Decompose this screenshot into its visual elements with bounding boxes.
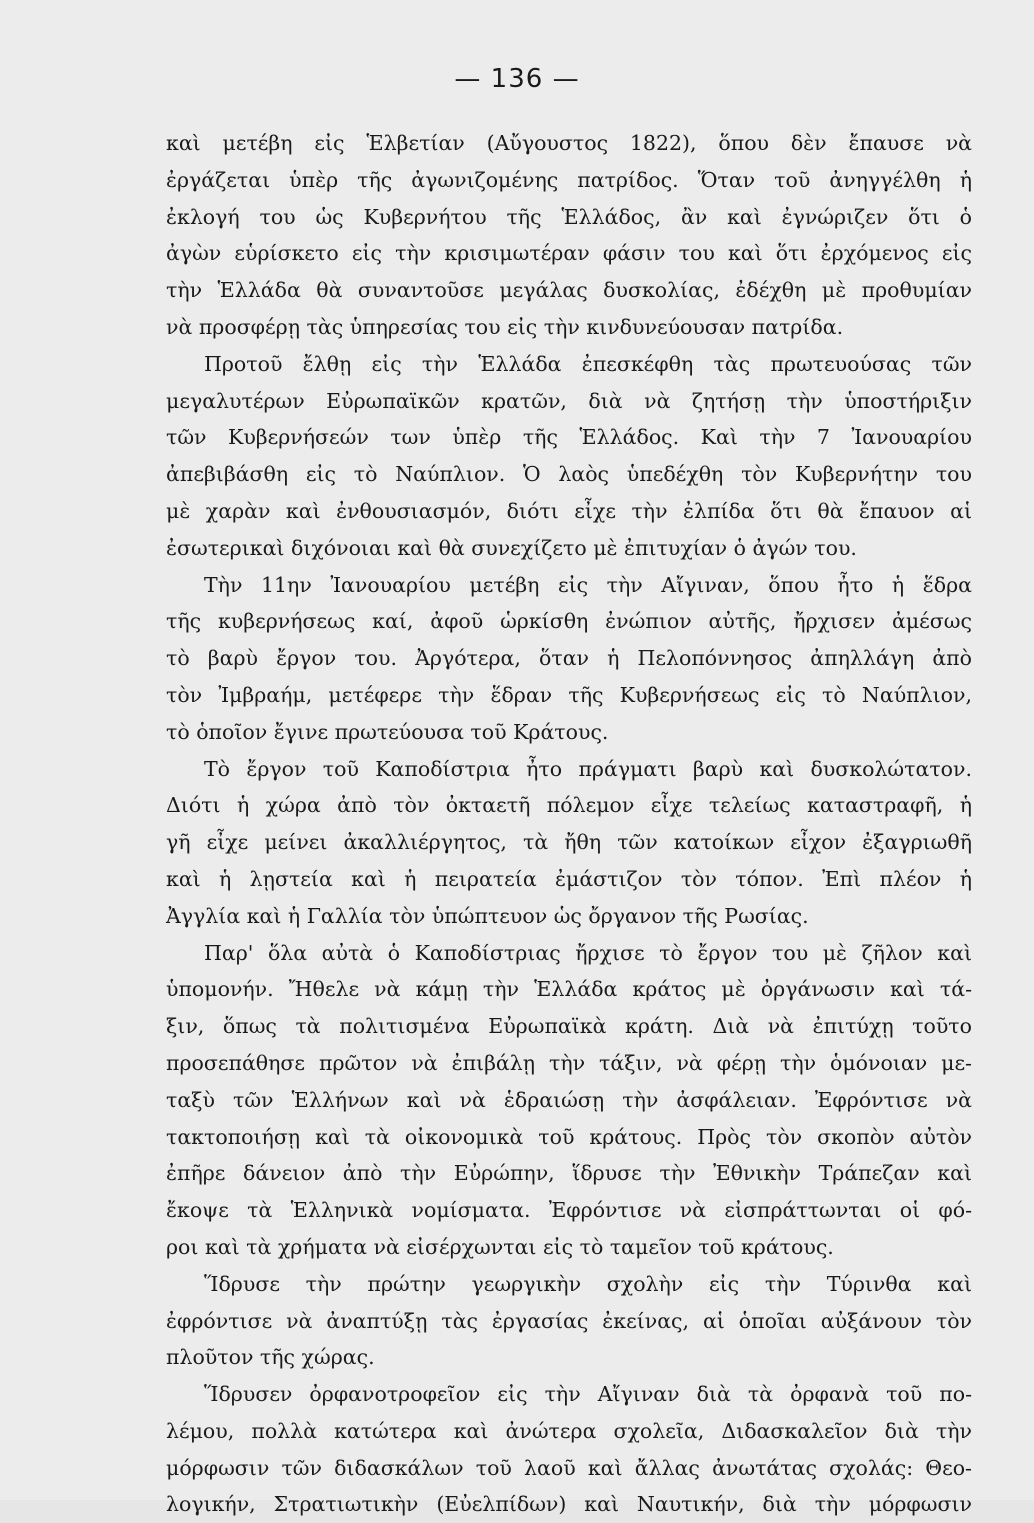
text-line: μεγαλυτέρων Εὐρωπαϊκῶν κρατῶν, διὰ νὰ ζητήσῃ τὴν ὑποστήριξιν bbox=[166, 388, 972, 413]
text-line: τακτοποιήσῃ καὶ τὰ οἰκονομικὰ τοῦ κράτους. Πρὸς τὸν σκοπὸν αὐτὸν bbox=[166, 1124, 972, 1149]
text-line: ἀπεβιβάσθη εἰς τὸ Ναύπλιον. Ὁ λαὸς ὑπεδέχθη τὸν Κυβερνήτην του bbox=[166, 462, 972, 487]
paragraph bbox=[166, 346, 972, 567]
text-line: Ἀγγλία καὶ ἡ Γαλλία τὸν ὑπώπτευον ὡς ὄργανον τῆς Ρωσίας. bbox=[166, 903, 809, 928]
text-line: τὸ βαρὺ ἔργον του. Ἀργότερα, ὅταν ἡ Πελοπόννησος ἀπηλλάγη ἀπὸ bbox=[166, 646, 972, 671]
body-text bbox=[166, 125, 972, 1523]
paragraph bbox=[166, 935, 972, 1266]
text-line: ροι καὶ τὰ χρήματα νὰ εἰσέρχωνται εἰς τὸ ταμεῖον τοῦ κράτους. bbox=[166, 1234, 834, 1259]
text-line: ἀγὼν εὑρίσκετο εἰς τὴν κρισιμωτέραν φάσιν του καὶ ὅτι ἐρχόμενος εἰς bbox=[166, 241, 972, 266]
text-line: μὲ χαρὰν καὶ ἐνθουσιασμόν, διότι εἶχε τὴν ἐλπίδα ὅτι θὰ ἔπαυον αἱ bbox=[166, 498, 972, 523]
text-line: καὶ μετέβη εἰς Ἑλβετίαν (Αὔγουστος 1822), ὅπου δὲν ἔπαυσε νὰ bbox=[166, 131, 972, 155]
text-line: προσεπάθησε πρῶτον νὰ ἐπιβάλῃ τὴν τάξιν, νὰ φέρῃ τὴν ὁμόνοιαν με- bbox=[166, 1050, 972, 1075]
paragraph bbox=[166, 567, 972, 751]
text-line: ἐργάζεται ὑπὲρ τῆς ἀγωνιζομένης πατρίδος. Ὅταν τοῦ ἀνηγγέλθη ἡ bbox=[166, 167, 972, 192]
text-line: τῶν Κυβερνήσεών των ὑπὲρ τῆς Ἑλλάδος. Καὶ τὴν 7 Ἰανουαρίου bbox=[166, 425, 972, 450]
text-line: καὶ ἡ λῃστεία καὶ ἡ πειρατεία ἐμάστιζον τὸν τόπον. Ἐπὶ πλέον ἡ bbox=[166, 866, 972, 891]
paragraph bbox=[166, 751, 972, 935]
text-line: ξιν, ὅπως τὰ πολιτισμένα Εὐρωπαϊκὰ κράτη. Διὰ νὰ ἐπιτύχῃ τοῦτο bbox=[166, 1014, 972, 1039]
text-line: τὴν Ἑλλάδα θὰ συναντοῦσε μεγάλας δυσκολίας, ἐδέχθη μὲ προθυμίαν bbox=[166, 278, 972, 303]
text-line: ὑπομονήν. Ἤθελε νὰ κάμῃ τὴν Ἑλλάδα κράτος μὲ ὀργάνωσιν καὶ τά- bbox=[166, 977, 972, 1002]
text-line: τὸ ὁποῖον ἔγινε πρωτεύουσα τοῦ Κράτους. bbox=[166, 719, 609, 744]
text-line: λέμου, πολλὰ κατώτερα καὶ ἀνώτερα σχολεῖα, Διδασκαλεῖον διὰ τὴν bbox=[166, 1418, 972, 1443]
text-line: Διότι ἡ χώρα ἀπὸ τὸν ὀκταετῆ πόλεμον εἶχε τελείως καταστραφῆ, ἡ bbox=[166, 793, 972, 818]
page-number: — 136 — bbox=[454, 64, 580, 94]
text-line: πλοῦτον τῆς χώρας. bbox=[166, 1345, 375, 1370]
text-line: Παρ' ὅλα αὐτὰ ὁ Καποδίστριας ἤρχισε τὸ ἔργον του μὲ ζῆλον καὶ bbox=[204, 940, 972, 965]
text-line: τὸν Ἰμβραήμ, μετέφερε τὴν ἕδραν τῆς Κυβερνήσεως εἰς τὸ Ναύπλιον, bbox=[166, 682, 972, 707]
text-line: Ἵδρυσεν ὀρφανοτροφεῖον εἰς τὴν Αἴγιναν διὰ τὰ ὀρφανὰ τοῦ πο- bbox=[204, 1382, 972, 1407]
text-line: Τὴν 11ην Ἰανουαρίου μετέβη εἰς τὴν Αἴγιναν, ὅπου ἦτο ἡ ἕδρα bbox=[204, 572, 972, 597]
text-line: ἐκλογή του ὡς Κυβερνήτου τῆς Ἑλλάδος, ἂν καὶ ἐγνώριζεν ὅτι ὁ bbox=[166, 204, 972, 229]
text-line: μόρφωσιν τῶν διδασκάλων τοῦ λαοῦ καὶ ἄλλας ἀνωτάτας σχολάς: Θεο- bbox=[166, 1455, 972, 1480]
text-line: ἔκοψε τὰ Ἑλληνικὰ νομίσματα. Ἐφρόντισε νὰ εἰσπράττωνται οἱ φό- bbox=[166, 1198, 972, 1223]
text-line: γῆ εἶχε μείνει ἀκαλλιέργητος, τὰ ἤθη τῶν κατοίκων εἶχον ἐξαγριωθῆ bbox=[166, 830, 972, 855]
paragraph bbox=[166, 1376, 972, 1523]
text-line: ταξὺ τῶν Ἑλλήνων καὶ νὰ ἑδραιώσῃ τὴν ἀσφάλειαν. Ἐφρόντισε νὰ bbox=[166, 1087, 972, 1112]
text-line: Προτοῦ ἔλθῃ εἰς τὴν Ἑλλάδα ἐπεσκέφθη τὰς πρωτευούσας τῶν bbox=[204, 351, 972, 376]
text-line: λογικήν, Στρατιωτικὴν (Εὐελπίδων) καὶ Ναυτικήν, διὰ τὴν μόρφωσιν bbox=[166, 1492, 972, 1517]
text-line: τῆς κυβερνήσεως καί, ἀφοῦ ὡρκίσθη ἐνώπιον αὐτῆς, ἤρχισεν ἀμέσως bbox=[166, 609, 972, 634]
text-line: ἐφρόντισε νὰ ἀναπτύξῃ τὰς ἐργασίας ἐκείνας, αἱ ὁποῖαι αὐξάνουν τὸν bbox=[166, 1308, 972, 1333]
text-line: Ἵδρυσε τὴν πρώτην γεωργικὴν σχολὴν εἰς τὴν Τύρινθα καὶ bbox=[204, 1271, 972, 1296]
text-line: ἐπῆρε δάνειον ἀπὸ τὴν Εὐρώπην, ἵδρυσε τὴν Ἐθνικὴν Τράπεζαν καὶ bbox=[166, 1161, 972, 1186]
text-line: ἐσωτερικαὶ διχόνοιαι καὶ θὰ συνεχίζετο μὲ ἐπιτυχίαν ὁ ἀγών του. bbox=[166, 535, 857, 560]
paragraph bbox=[166, 1266, 972, 1376]
paragraph bbox=[166, 125, 972, 346]
text-line: νὰ προσφέρῃ τὰς ὑπηρεσίας του εἰς τὴν κινδυνεύουσαν πατρίδα. bbox=[166, 314, 844, 339]
text-line: Τὸ ἔργον τοῦ Καποδίστρια ἦτο πράγματι βαρὺ καὶ δυσκολώτατον. bbox=[204, 756, 972, 781]
